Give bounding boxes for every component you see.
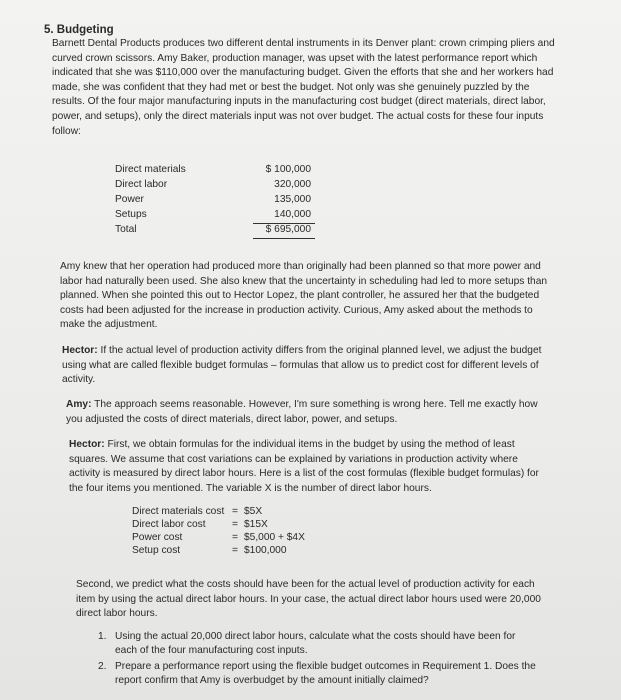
amy-dialogue-1	[66, 398, 546, 427]
formula-label: Direct materials cost	[132, 506, 225, 517]
requirement-number: 1.	[98, 631, 107, 642]
dialogue-text: The approach seems reasonable. However, I'm sure something is wrong here. Tell me exactly how you adjusted the costs of direct materials, direct labor, power, and setups.	[66, 399, 538, 425]
equals-sign: =	[232, 519, 238, 530]
formula-value: $5,000 + $4X	[244, 532, 305, 543]
formula-label: Direct labor cost	[132, 519, 206, 530]
speaker-name: Hector:	[69, 439, 105, 450]
narrative-paragraph: Amy knew that her operation had produced more than originally had been planned so that more power and labor had naturally been used. She also knew that the uncertainty in scheduling had led to more setups than planned. When she pointed this out to Hector Lopez, the plant controller, he assured her that the budgeted costs had been adjusted for the increase in production activity. Curious, Amy asked about the methods to make the adjustment.	[60, 261, 548, 331]
prediction-paragraph: Second, we predict what the costs should have been for the actual level of production activity for each item by using the actual direct labor hours. In your case, the actual direct labor hours used were 20,000 direct labor hours.	[76, 579, 541, 620]
formula-value: $5X	[244, 506, 263, 517]
dialogue-text: If the actual level of production activity differs from the original planned level, we adjust the budget using what are called flexible budget formulas – formulas that allow us to predict cost for different levels of activity.	[62, 345, 542, 386]
requirement-item	[98, 660, 538, 688]
cost-label: Total	[115, 224, 137, 235]
total-rule	[253, 238, 315, 239]
problem-heading: 5. Budgeting	[44, 24, 114, 36]
dialogue-text: First, we obtain formulas for the individual items in the budget by using the method of least squares. We assume that cost variations can be explained by variations in production activity where activity is measured by direct labor hours. Here is a list of the cost formulas (flexible budget formulas) for the four items you mentioned. The variable X is the number of direct labor hours.	[69, 439, 539, 494]
cost-value: 320,000	[274, 179, 311, 190]
speaker-name: Amy:	[66, 399, 92, 410]
hector-dialogue-1	[62, 344, 542, 388]
equals-sign: =	[232, 506, 238, 517]
cost-label: Power	[115, 194, 144, 205]
requirements-list	[98, 630, 538, 690]
hector-dialogue-2	[69, 438, 549, 496]
formula-value: $15X	[244, 519, 268, 530]
cost-value: 140,000	[274, 209, 311, 220]
intro-paragraph: Barnett Dental Products produces two different dental instruments in its Denver plant: crown crimping pliers and curved crown scissors. Amy Baker, production manager, was upset with the latest performance report which indicated that she was $110,000 over the manufacturing budget. Given the efforts that she and her workers had made, she was confident that they had met or best the budget. Not only was she genuinely puzzled by the results. Of the four major manufacturing inputs in the manufacturing cost budget (direct materials, direct labor, power, and setups), only the direct materials input was not over budget. The actual costs for these four inputs follow:	[52, 38, 555, 137]
cost-value: 135,000	[274, 194, 311, 205]
equals-sign: =	[232, 545, 238, 556]
cost-label: Setups	[115, 209, 147, 220]
cost-label: Direct materials	[115, 164, 186, 175]
requirement-item	[98, 630, 538, 658]
formula-label: Setup cost	[132, 545, 181, 556]
speaker-name: Hector:	[62, 345, 98, 356]
equals-sign: =	[232, 532, 238, 543]
requirement-number: 2.	[98, 661, 107, 672]
formula-label: Power cost	[132, 532, 183, 543]
requirement-text: Using the actual 20,000 direct labor hours, calculate what the costs should have been for each of the four manufacturing cost inputs.	[115, 631, 516, 656]
cost-value: $ 695,000	[265, 224, 311, 235]
cost-value: $ 100,000	[265, 164, 311, 175]
formula-value: $100,000	[244, 545, 287, 556]
requirement-text: Prepare a performance report using the flexible budget outcomes in Requirement 1. Does the report confirm that Amy is overbudget by the amount initially claimed?	[115, 661, 536, 686]
cost-label: Direct labor	[115, 179, 168, 190]
